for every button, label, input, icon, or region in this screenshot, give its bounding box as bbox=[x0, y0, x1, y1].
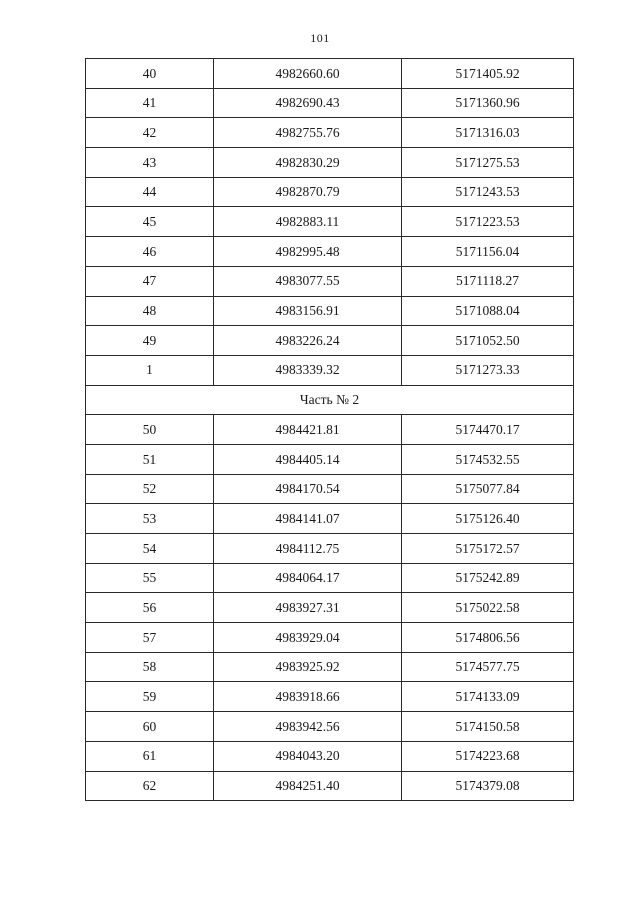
x-coordinate-cell: 4984170.54 bbox=[214, 474, 402, 504]
point-number-cell: 54 bbox=[86, 534, 214, 564]
point-number-cell: 48 bbox=[86, 296, 214, 326]
table-row bbox=[86, 296, 574, 326]
section-row bbox=[86, 385, 574, 415]
y-coordinate-cell: 5174379.08 bbox=[402, 771, 574, 801]
point-number-cell: 46 bbox=[86, 237, 214, 267]
y-coordinate-cell: 5171405.92 bbox=[402, 59, 574, 89]
x-coordinate-cell: 4984064.17 bbox=[214, 563, 402, 593]
y-coordinate-cell: 5174532.55 bbox=[402, 444, 574, 474]
table-row bbox=[86, 563, 574, 593]
y-coordinate-cell: 5175077.84 bbox=[402, 474, 574, 504]
table-row bbox=[86, 682, 574, 712]
section-label: Часть № 2 bbox=[86, 385, 574, 415]
table-row bbox=[86, 118, 574, 148]
y-coordinate-cell: 5171156.04 bbox=[402, 237, 574, 267]
x-coordinate-cell: 4984251.40 bbox=[214, 771, 402, 801]
table-row bbox=[86, 741, 574, 771]
x-coordinate-cell: 4982870.79 bbox=[214, 177, 402, 207]
x-coordinate-cell: 4984112.75 bbox=[214, 534, 402, 564]
point-number-cell: 50 bbox=[86, 415, 214, 445]
point-number-cell: 1 bbox=[86, 355, 214, 385]
point-number-cell: 56 bbox=[86, 593, 214, 623]
point-number-cell: 42 bbox=[86, 118, 214, 148]
point-number-cell: 52 bbox=[86, 474, 214, 504]
table-row bbox=[86, 652, 574, 682]
y-coordinate-cell: 5171273.33 bbox=[402, 355, 574, 385]
x-coordinate-cell: 4984405.14 bbox=[214, 444, 402, 474]
x-coordinate-cell: 4982755.76 bbox=[214, 118, 402, 148]
point-number-cell: 41 bbox=[86, 88, 214, 118]
table-row bbox=[86, 771, 574, 801]
table-row bbox=[86, 534, 574, 564]
table-row bbox=[86, 177, 574, 207]
y-coordinate-cell: 5171118.27 bbox=[402, 266, 574, 296]
x-coordinate-cell: 4983925.92 bbox=[214, 652, 402, 682]
point-number-cell: 60 bbox=[86, 712, 214, 742]
page-number: 101 bbox=[310, 31, 330, 45]
table-row bbox=[86, 712, 574, 742]
point-number-cell: 40 bbox=[86, 59, 214, 89]
table-row bbox=[86, 623, 574, 653]
x-coordinate-cell: 4983226.24 bbox=[214, 326, 402, 356]
y-coordinate-cell: 5171360.96 bbox=[402, 88, 574, 118]
y-coordinate-cell: 5175172.57 bbox=[402, 534, 574, 564]
table-row bbox=[86, 504, 574, 534]
x-coordinate-cell: 4983918.66 bbox=[214, 682, 402, 712]
point-number-cell: 55 bbox=[86, 563, 214, 593]
y-coordinate-cell: 5171275.53 bbox=[402, 148, 574, 178]
table-row bbox=[86, 415, 574, 445]
table-row bbox=[86, 355, 574, 385]
y-coordinate-cell: 5175242.89 bbox=[402, 563, 574, 593]
x-coordinate-cell: 4982660.60 bbox=[214, 59, 402, 89]
x-coordinate-cell: 4983339.32 bbox=[214, 355, 402, 385]
point-number-cell: 43 bbox=[86, 148, 214, 178]
coordinates-table bbox=[85, 58, 574, 801]
point-number-cell: 59 bbox=[86, 682, 214, 712]
x-coordinate-cell: 4983156.91 bbox=[214, 296, 402, 326]
y-coordinate-cell: 5174470.17 bbox=[402, 415, 574, 445]
x-coordinate-cell: 4983929.04 bbox=[214, 623, 402, 653]
y-coordinate-cell: 5171052.50 bbox=[402, 326, 574, 356]
x-coordinate-cell: 4983077.55 bbox=[214, 266, 402, 296]
x-coordinate-cell: 4984141.07 bbox=[214, 504, 402, 534]
table-row bbox=[86, 593, 574, 623]
table-row bbox=[86, 207, 574, 237]
x-coordinate-cell: 4984421.81 bbox=[214, 415, 402, 445]
y-coordinate-cell: 5171316.03 bbox=[402, 118, 574, 148]
x-coordinate-cell: 4982883.11 bbox=[214, 207, 402, 237]
table-row bbox=[86, 237, 574, 267]
coordinates-table-body bbox=[86, 59, 574, 801]
point-number-cell: 58 bbox=[86, 652, 214, 682]
table-row bbox=[86, 474, 574, 504]
table-row bbox=[86, 88, 574, 118]
point-number-cell: 53 bbox=[86, 504, 214, 534]
y-coordinate-cell: 5174577.75 bbox=[402, 652, 574, 682]
y-coordinate-cell: 5175126.40 bbox=[402, 504, 574, 534]
table-row bbox=[86, 326, 574, 356]
y-coordinate-cell: 5174806.56 bbox=[402, 623, 574, 653]
point-number-cell: 57 bbox=[86, 623, 214, 653]
table-row bbox=[86, 266, 574, 296]
x-coordinate-cell: 4982995.48 bbox=[214, 237, 402, 267]
y-coordinate-cell: 5174150.58 bbox=[402, 712, 574, 742]
point-number-cell: 49 bbox=[86, 326, 214, 356]
point-number-cell: 61 bbox=[86, 741, 214, 771]
x-coordinate-cell: 4982690.43 bbox=[214, 88, 402, 118]
point-number-cell: 45 bbox=[86, 207, 214, 237]
table-row bbox=[86, 59, 574, 89]
x-coordinate-cell: 4983942.56 bbox=[214, 712, 402, 742]
x-coordinate-cell: 4982830.29 bbox=[214, 148, 402, 178]
table-row bbox=[86, 444, 574, 474]
y-coordinate-cell: 5171243.53 bbox=[402, 177, 574, 207]
point-number-cell: 44 bbox=[86, 177, 214, 207]
y-coordinate-cell: 5174223.68 bbox=[402, 741, 574, 771]
x-coordinate-cell: 4984043.20 bbox=[214, 741, 402, 771]
table-row bbox=[86, 148, 574, 178]
point-number-cell: 51 bbox=[86, 444, 214, 474]
point-number-cell: 62 bbox=[86, 771, 214, 801]
y-coordinate-cell: 5171223.53 bbox=[402, 207, 574, 237]
x-coordinate-cell: 4983927.31 bbox=[214, 593, 402, 623]
y-coordinate-cell: 5174133.09 bbox=[402, 682, 574, 712]
y-coordinate-cell: 5175022.58 bbox=[402, 593, 574, 623]
y-coordinate-cell: 5171088.04 bbox=[402, 296, 574, 326]
point-number-cell: 47 bbox=[86, 266, 214, 296]
